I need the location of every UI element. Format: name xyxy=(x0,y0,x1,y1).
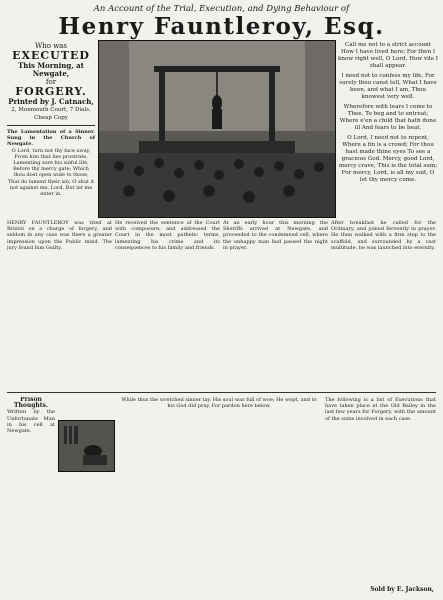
prison-cell-image xyxy=(59,421,114,471)
account-column-3: At an early hour this morning the Sheriffs arrived at Newgate, and proceeded to the condemned cell, where the unhappy man had passed the night in prayer. xyxy=(223,220,328,251)
account-body xyxy=(7,220,436,390)
prison-cell-woodcut xyxy=(58,420,115,472)
header-title: Henry Fauntleroy, Esq. xyxy=(58,13,385,40)
forgery-heading: FORGERY. xyxy=(15,85,87,98)
prison-thoughts-column xyxy=(7,397,55,595)
verse-block-2: I need not to confess my life, For surely thou canst tell, What I have been, and what I am, Thou knowest very well. xyxy=(339,73,437,100)
printer-line: Printed by J. Catnach, xyxy=(8,97,94,106)
execution-woodcut xyxy=(98,40,336,218)
executed-heading: EXECUTED xyxy=(12,49,90,62)
verse-text: O Lord, turn not thy face away, From him that lies prostrate, Lamenting sore his sinful life, Before thy mercy gate; Which thou dost open wide to those, That do lament their sin; O shut it not against me, Lord, But let me enter in. xyxy=(7,147,95,198)
divider xyxy=(7,125,95,126)
printer-address: 2, Monmouth Court, 7 Dials. xyxy=(11,107,91,113)
middle-verse: While thus the wretched sinner lay, His soul was full of woe; He wept, and to his God did pray, For pardon here below. xyxy=(121,397,317,410)
left-column xyxy=(7,42,95,197)
newgate-line: This Morning, at Newgate, xyxy=(18,61,84,78)
for-line: for xyxy=(45,78,57,86)
verse-block-4: O Lord, I need not to repent, Where a fin is a crowd; For thou hast made thine eyes To see a gracious God. Mercy, good Lord, mercy crave, This is the total sum; For mercy, Lord, is all my suit, O let thy mercy come. xyxy=(338,135,438,183)
right-column xyxy=(338,42,438,184)
verse-heading: The Lamentation of a Sinner. Sung in the Church of Newgate. xyxy=(7,129,95,148)
intro-who-was: Who was xyxy=(35,42,67,50)
middle-verse-column xyxy=(119,397,319,595)
account-column-1: HENRY FAUNTLEROY was tried at Bristol on a charge of forgery, and seldom in any case was there a greater impression upon the Public mind. The jury found him Guilty. xyxy=(7,220,112,251)
prison-heading: Prison Thoughts. xyxy=(14,397,48,410)
execution-scene-image xyxy=(99,41,335,217)
verse-block-3: Wherefore with tears I come to Thee, To beg and to entreat; Where e'en a child that hath done ill And fears to be beat. xyxy=(339,104,437,131)
verse-block-1: Call me not to a strict account How I have lived here; For then I know right well, O Lord, How vile I shall appear. xyxy=(338,42,438,69)
prison-text: Written by the Unfortunate Man in his cell at Newgate. xyxy=(7,409,55,435)
account-column-4: After breakfast he called for the Ordinary, and joined fervently in prayer. He then walked with a firm step to the scaffold, and surrounded by a vast multitude, he was launched into eternity. xyxy=(331,220,436,251)
header-subtitle: An Account of the Trial, Execution, and Dying Behaviour of xyxy=(93,4,350,14)
right-lower-text: The following is a list of Executions that have taken place at the Old Bailey in the last few years for Forgery, with the amount of the sums involved in each case. xyxy=(325,397,436,422)
right-lower-column xyxy=(325,397,436,595)
seller-line: Sold by E. Jackson, xyxy=(370,585,434,593)
account-column-2: He received the sentence of the Court with composure; and addressed the Court in the most pathetic terms, lamenting his crime and its consequences to his family and friends. xyxy=(115,220,220,251)
copy-line: Cheap Copy xyxy=(34,115,68,121)
